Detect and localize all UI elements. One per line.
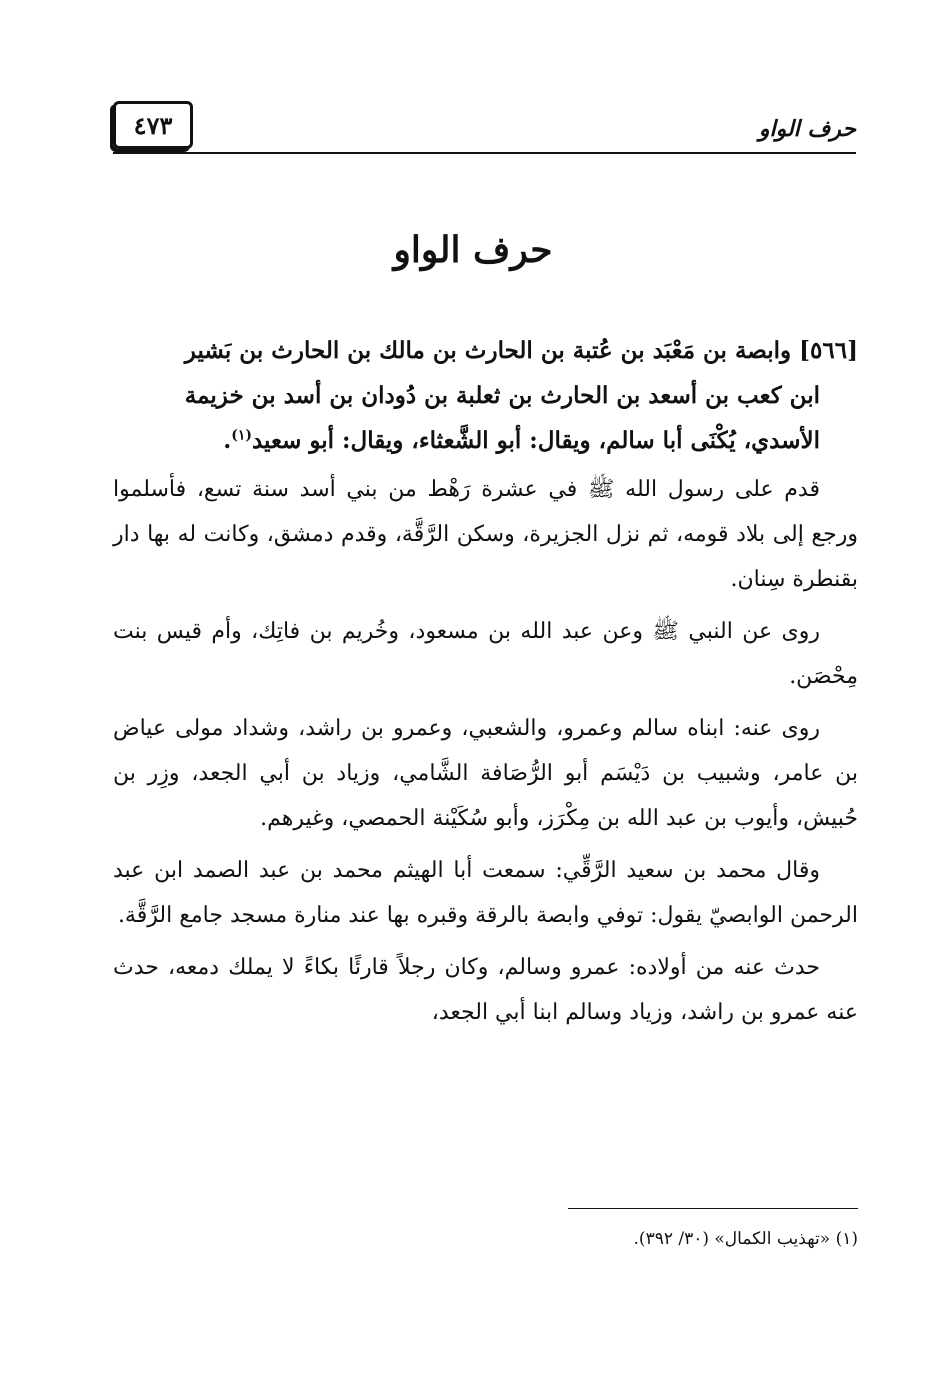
entry-heading-line3: الأسدي، يُكْنَى أبا سالم، ويقال: أبو الشَّعثاء، ويقال: أبو سعيد xyxy=(251,427,820,454)
entry-heading xyxy=(113,328,858,463)
header-rule xyxy=(113,152,856,154)
entry-heading-line2: ابن كعب بن أسعد بن الحارث بن ثعلبة بن دُودان بن أسد بن خزيمة xyxy=(184,382,820,409)
page-number-box xyxy=(113,101,193,149)
chapter-title: حرف الواو xyxy=(393,229,553,271)
paragraph-sons: حدث عنه من أولاده: عمرو وسالم، وكان رجلاً قارئًا بكاءً لا يملك دمعه، حدث عنه عمرو بن راشد، وزياد وسالم ابنا أبي الجعد، xyxy=(113,955,858,1025)
body-text xyxy=(113,328,858,1042)
footnote-rule xyxy=(568,1208,858,1209)
page-number: ٤٧٣ xyxy=(133,110,173,140)
paragraph-death: وقال محمد بن سعيد الرَّقِّي: سمعت أبا الهيثم محمد بن عبد الصمد ابن عبد الرحمن الوابصيّ يقول: توفي وابصة بالرقة وقبره بها عند منارة مسجد جامع الرَّقَّة. xyxy=(113,858,858,928)
paragraph-narrated-from: روى عن النبي ﷺ وعن عبد الله بن مسعود، وخُريم بن فاتِك، وأم قيس بنت مِحْصَن. xyxy=(113,619,858,689)
entry-heading-line1: وابصة بن مَعْبَد بن عُتبة بن الحارث بن مالك بن الحارث بن بَشير xyxy=(184,337,792,364)
entry-heading-line3-wrap xyxy=(113,418,858,463)
footnote-1: (١) «تهذيب الكمال» (٣٠/ ٣٩٢). xyxy=(633,1229,858,1249)
entry-number: [٥٦٦] xyxy=(799,337,858,364)
footnote-ref[interactable]: (١) xyxy=(231,427,252,444)
paragraph-arrival: قدم على رسول الله ﷺ في عشرة رَهْط من بني أسد سنة تسع، فأسلموا ورجع إلى بلاد قومه، ثم نزل الجزيرة، وسكن الرَّقَّة، وقدم دمشق، وكانت له بها دار بقنطرة سِنان. xyxy=(113,477,858,592)
running-header-title: حرف الواو xyxy=(758,116,856,142)
entry-heading-end: . xyxy=(223,427,232,454)
paragraph-narrators: روى عنه: ابناه سالم وعمرو، والشعبي، وعمرو بن راشد، وشداد مولى عياض بن عامر، وشبيب بن دَيْسَم أبو الرُّصَافة الشَّامي، وزياد بن أبي الجعد، وزِر بن حُبيش، وأيوب بن عبد الله بن مِكْرَز، وأبو سُكَيْنة الحمصي، وغيرهم. xyxy=(113,716,858,831)
